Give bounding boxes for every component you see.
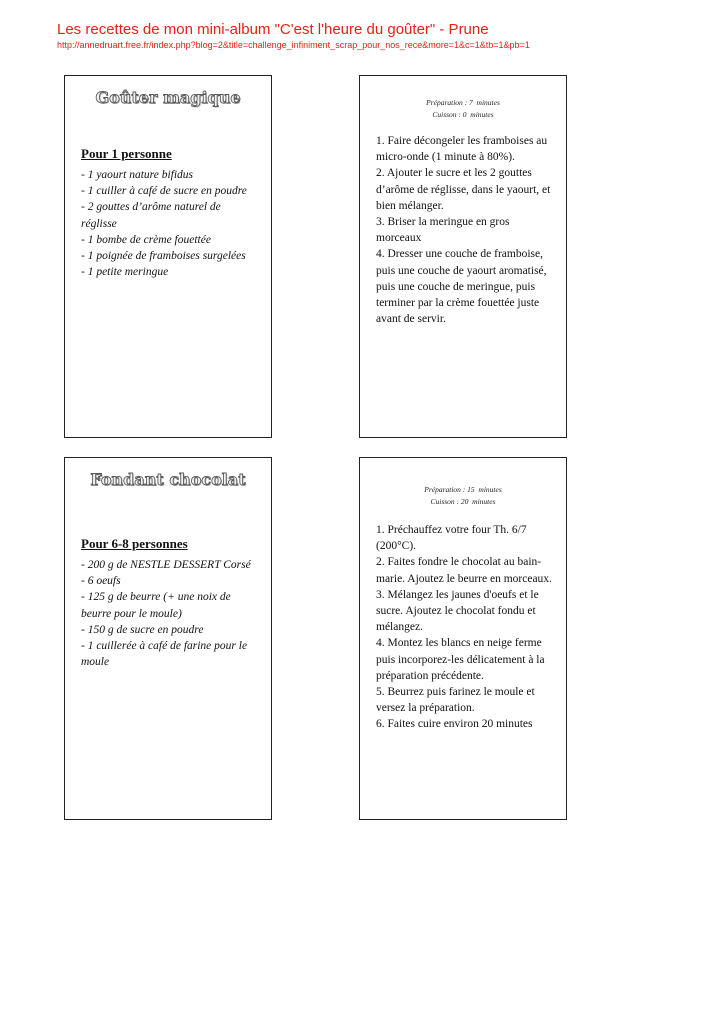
step-list bbox=[376, 133, 552, 327]
ingredient-item: - 1 petite meringue bbox=[81, 266, 169, 279]
ingredient-item: - 125 g de beurre (+ une noix de beurre pour le moule) bbox=[81, 591, 231, 620]
step-item: 2. Faites fondre le chocolat au bain-marie. Ajoutez le beurre en morceaux. bbox=[376, 556, 552, 585]
ingredient-item: - 200 g de NESTLE DESSERT Corsé bbox=[81, 559, 251, 571]
recipe-card-fondant-chocolat-steps bbox=[359, 457, 567, 820]
source-url[interactable]: http://annedruart.free.fr/index.php?blog=2&title=challenge_infiniment_scrap_pour_nos_rece&more=1&c=1&tb=1&pb=1 bbox=[57, 40, 530, 50]
ingredient-item: - 150 g de sucre en poudre bbox=[81, 623, 204, 636]
ingredient-list bbox=[81, 557, 253, 670]
timing-info bbox=[360, 484, 566, 508]
step-item: 3. Mélangez les jaunes d'oeufs et le sucre. Ajoutez le chocolat fondu et mélangez. bbox=[376, 588, 539, 634]
timing-info bbox=[360, 97, 566, 121]
servings-label: Pour 6-8 personnes bbox=[81, 536, 188, 551]
step-item: 3. Briser la meringue en gros morceaux bbox=[376, 216, 510, 245]
ingredient-item: - 6 oeufs bbox=[81, 575, 121, 588]
ingredient-item: - 1 bombe de crème fouettée bbox=[81, 233, 211, 246]
recipe-card-goûter-magique-steps bbox=[359, 75, 567, 438]
cooking-time: Cuisson : 0 minutes bbox=[432, 110, 494, 119]
recipe-title: Goûter magique bbox=[95, 88, 241, 107]
step-item: 2. Ajouter le sucre et les 2 gouttes d’arôme de réglisse, dans le yaourt, et bien mélanger. bbox=[376, 167, 551, 212]
step-item: 4. Montez les blancs en neige ferme puis incorporez-les délicatement à la préparation précédente. bbox=[376, 637, 545, 682]
step-item: 5. Beurrez puis farinez le moule et versez la préparation. bbox=[376, 686, 535, 715]
preparation-time: Préparation : 15 minutes bbox=[424, 485, 502, 494]
recipe-card-fondant-chocolat-ingredients bbox=[64, 457, 272, 820]
preparation-time: Préparation : 7 minutes bbox=[426, 98, 500, 107]
step-list bbox=[376, 522, 552, 733]
ingredient-item: - 1 yaourt nature bifidus bbox=[81, 169, 194, 181]
ingredient-item: - 1 poignée de framboises surgelées bbox=[81, 250, 246, 263]
cooking-time: Cuisson : 20 minutes bbox=[430, 497, 496, 506]
recipe-title: Fondant chocolat bbox=[90, 470, 246, 489]
recipe-card-goûter-magique-ingredients bbox=[64, 75, 272, 438]
ingredient-item: - 2 gouttes d’arôme naturel de réglisse bbox=[81, 201, 221, 230]
ingredient-item: - 1 cuiller à café de sucre en poudre bbox=[81, 185, 247, 198]
servings-label: Pour 1 personne bbox=[81, 146, 172, 161]
step-item: 1. Faire décongeler les framboises au micro-onde (1 minute à 80%). bbox=[376, 135, 548, 164]
step-item: 1. Préchauffez votre four Th. 6/7 (200°C). bbox=[376, 524, 527, 553]
step-item: 4. Dresser une couche de framboise, puis une couche de yaourt aromatisé, puis une couche de meringue, puis terminer par la crème fouettée juste avant de servir. bbox=[376, 248, 547, 326]
ingredient-item: - 1 cuillerée à café de farine pour le moule bbox=[81, 640, 248, 669]
page-title: Les recettes de mon mini-album "C'est l'heure du goûter" - Prune bbox=[57, 21, 489, 38]
step-item: 6. Faites cuire environ 20 minutes bbox=[376, 718, 533, 731]
ingredient-list bbox=[81, 167, 253, 280]
